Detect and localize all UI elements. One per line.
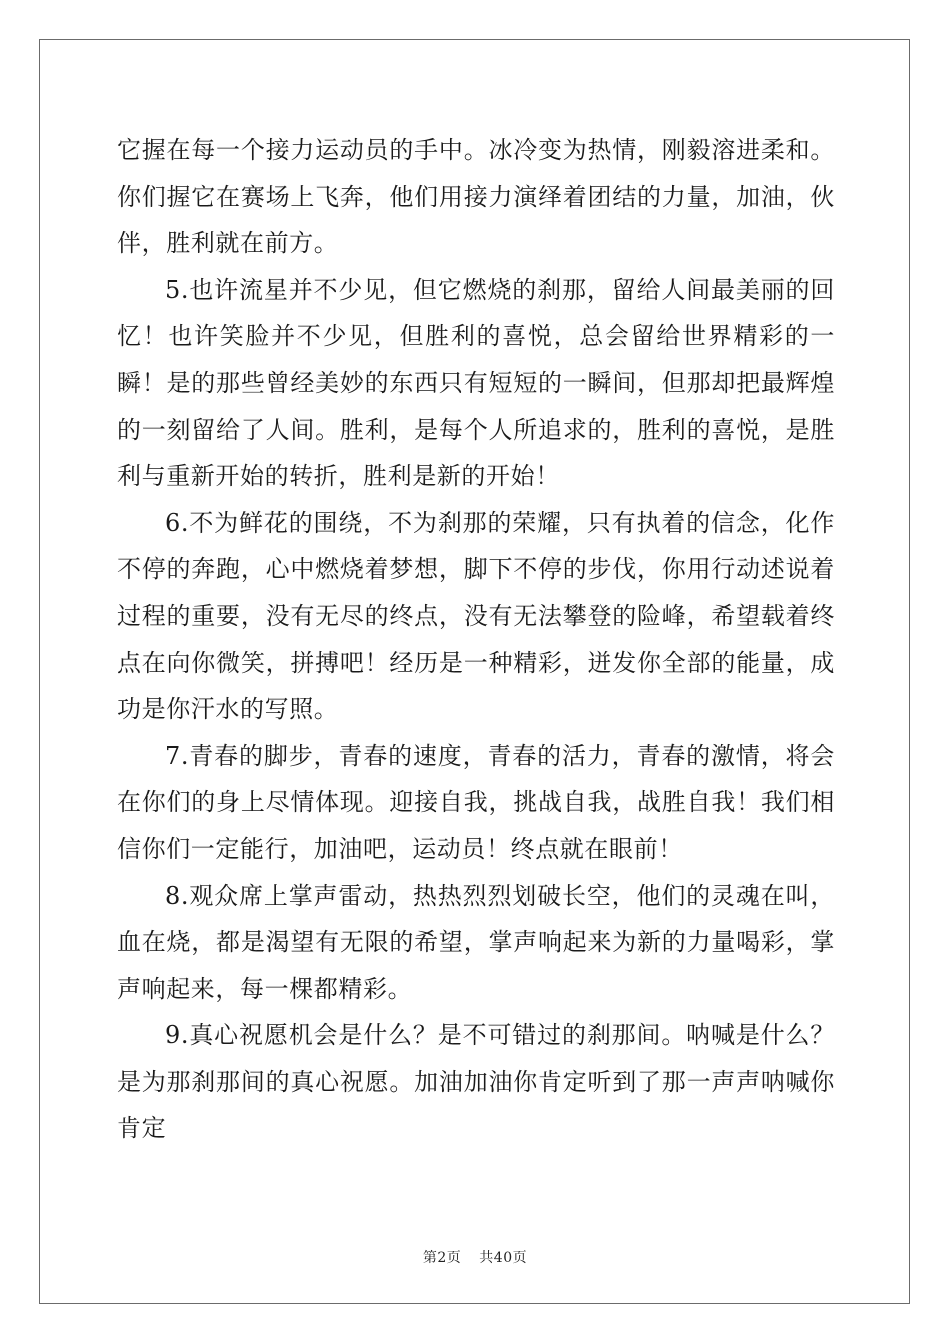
paragraph-item-6: 6.不为鲜花的围绕，不为刹那的荣耀，只有执着的信念，化作不停的奔跑，心中燃烧着梦想，脚下不停的步伐，你用行动述说着过程的重要，没有无尽的终点，没有无法攀登的险峰，希望载着终点在向你微笑，拼搏吧！经历是一种精彩，迸发你全部的能量，成功是你汗水的写照。	[117, 508, 835, 724]
current-page-number: 第2页	[422, 1250, 462, 1266]
document-body	[117, 127, 835, 1152]
paragraph-continuation: 它握在每一个接力运动员的手中。冰冷变为热情，刚毅溶进柔和。你们握它在赛场上飞奔，他们用接力演绎着团结的力量，加油，伙伴，胜利就在前方。	[117, 136, 835, 258]
page-footer	[0, 1247, 950, 1267]
paragraph-item-7: 7.青春的脚步，青春的速度，青春的活力，青春的激情，将会在你们的身上尽情体现。迎接自我，挑战自我，战胜自我！我们相信你们一定能行，加油吧，运动员！终点就在眼前！	[117, 741, 835, 863]
total-page-count: 共40页	[479, 1250, 528, 1266]
paragraph-item-8: 8.观众席上掌声雷动，热热烈烈划破长空，他们的灵魂在叫，血在烧，都是渴望有无限的希望，掌声响起来为新的力量喝彩，掌声响起来，每一棵都精彩。	[117, 881, 835, 1003]
paragraph-item-5: 5.也许流星并不少见，但它燃烧的刹那，留给人间最美丽的回忆！也许笑脸并不少见，但胜利的喜悦，总会留给世界精彩的一瞬！是的那些曾经美妙的东西只有短短的一瞬间，但那却把最辉煌的一刻留给了人间。胜利，是每个人所追求的，胜利的喜悦，是胜利与重新开始的转折，胜利是新的开始！	[117, 275, 835, 491]
paragraph-item-9: 9.真心祝愿机会是什么？是不可错过的刹那间。呐喊是什么？是为那刹那间的真心祝愿。加油加油你肯定听到了那一声声呐喊你肯定	[117, 1021, 835, 1143]
